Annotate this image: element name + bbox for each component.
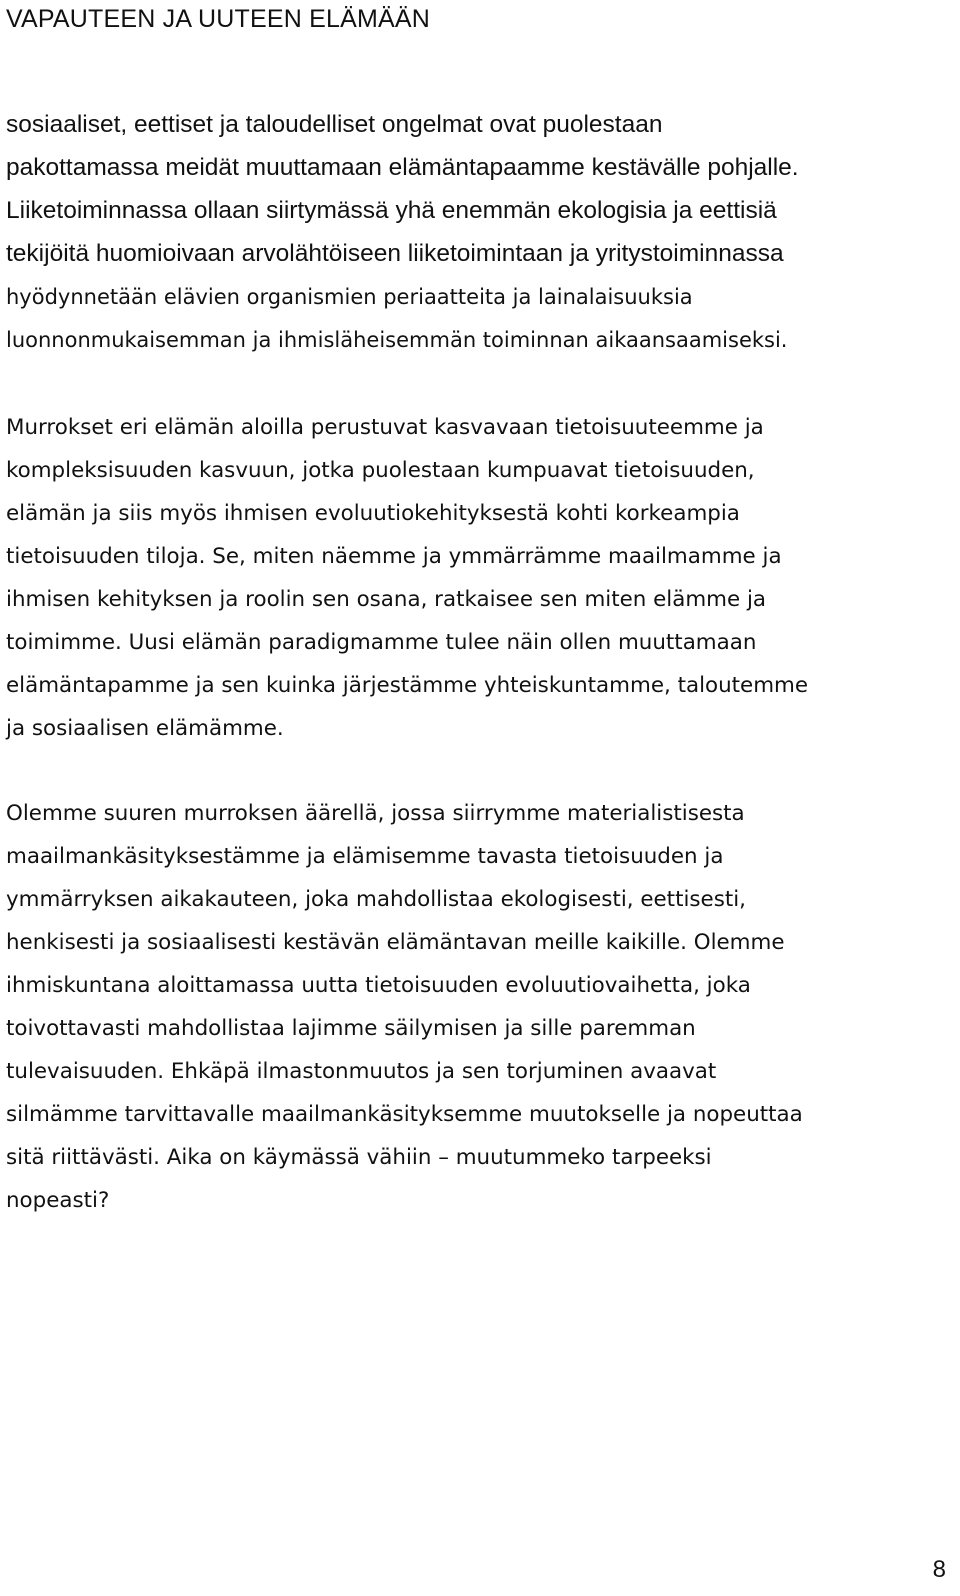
paragraph-line: hyödynnetään elävien organismien periaatteita ja lainalaisuuksia	[6, 285, 693, 309]
paragraph-line: ymmärryksen aikakauteen, joka mahdollistaa ekologisesti, eettisesti,	[6, 887, 746, 912]
paragraph-line: Liiketoiminnassa ollaan siirtymässä yhä enemmän ekologisia ja eettisiä	[6, 197, 777, 224]
paragraph-line: sosiaaliset, eettiset ja taloudelliset ongelmat ovat puolestaan	[6, 111, 663, 138]
paragraph-line: henkisesti ja sosiaalisesti kestävän elämäntavan meille kaikille. Olemme	[6, 930, 785, 955]
paragraph-line: Murrokset eri elämän aloilla perustuvat kasvavaan tietoisuuteemme ja	[6, 415, 764, 440]
paragraph-line: toimimme. Uusi elämän paradigmamme tulee näin ollen muuttamaan	[6, 630, 757, 655]
paragraph-line: nopeasti?	[6, 1188, 110, 1213]
page-number: 8	[932, 1556, 946, 1583]
paragraph-line: kompleksisuuden kasvuun, jotka puolestaan kumpuavat tietoisuuden,	[6, 458, 755, 483]
paragraph-line: maailmankäsityksestämme ja elämisemme tavasta tietoisuuden ja	[6, 844, 724, 869]
paragraph-line: toivottavasti mahdollistaa lajimme säilymisen ja sille paremman	[6, 1016, 696, 1041]
paragraph-line: ihmiskuntana aloittamassa uutta tietoisuuden evoluutiovaihetta, joka	[6, 973, 751, 998]
paragraph-line: ihmisen kehityksen ja roolin sen osana, ratkaisee sen miten elämme ja	[6, 587, 767, 612]
paragraph-line: sitä riittävästi. Aika on käymässä vähiin – muutummeko tarpeeksi	[6, 1145, 712, 1170]
paragraph-line: luonnonmukaisemman ja ihmisläheisemmän toiminnan aikaansaamiseksi.	[6, 328, 788, 352]
paragraph-line: pakottamassa meidät muuttamaan elämäntapaamme kestävälle pohjalle.	[6, 154, 799, 181]
paragraph-line: tietoisuuden tiloja. Se, miten näemme ja ymmärrämme maailmamme ja	[6, 544, 782, 569]
paragraph-line: Olemme suuren murroksen äärellä, jossa siirrymme materialistisesta	[6, 801, 745, 826]
paragraph-line: elämäntapamme ja sen kuinka järjestämme yhteiskuntamme, taloutemme	[6, 673, 809, 698]
paragraph-line: tekijöitä huomioivaan arvolähtöiseen liiketoimintaan ja yritystoiminnassa	[6, 240, 784, 267]
paragraph-line: tulevaisuuden. Ehkäpä ilmastonmuutos ja sen torjuminen avaavat	[6, 1059, 717, 1084]
paragraph-line: ja sosiaalisen elämämme.	[6, 716, 284, 741]
document-title: VAPAUTEEN JA UUTEEN ELÄMÄÄN	[6, 5, 431, 33]
paragraph-line: silmämme tarvittavalle maailmankäsityksemme muutokselle ja nopeuttaa	[6, 1102, 803, 1127]
paragraph-line: elämän ja siis myös ihmisen evoluutiokehityksestä kohti korkeampia	[6, 501, 740, 526]
